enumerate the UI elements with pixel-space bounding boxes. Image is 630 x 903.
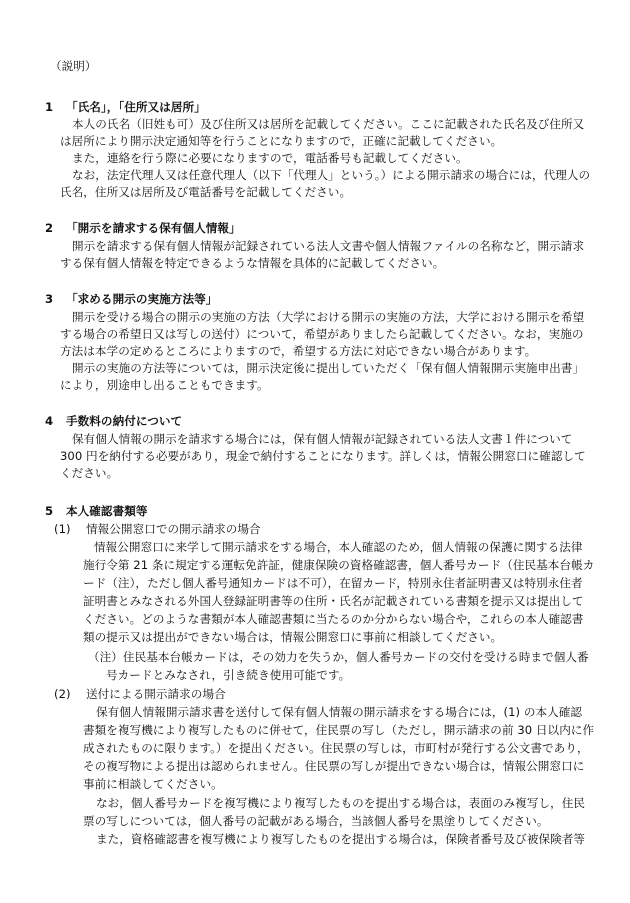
section-2-line: する保有個人情報を特定できるような情報を具体的に記載してください。 (60, 256, 445, 270)
subsection-2-line: 保有個人情報開示請求書を送付して保有個人情報の開示請求をする場合には，(1) の本人確認 (96, 705, 583, 719)
section-1-line: 本人の氏名（旧姓も可）及び住所又は居所を記載してください。ここに記載された氏名及び住所又 (72, 117, 585, 131)
subsection-1-line: 証明書とみなされる外国人登録証明書等の住所・氏名が記載されている書類を提示又は提出して (83, 594, 584, 608)
subsection-2-line: 票の写しについては，個人番号の記載がある場合，当該個人番号を黒塗りしてください。 (83, 814, 549, 828)
subsection-2-heading: 送付による開示請求の場合 (86, 687, 226, 701)
section-5-heading: 本人確認書類等 (66, 504, 148, 518)
section-3-line: 開示の実施の方法等については，開示決定後に提出していただく「保有個人情報開示実施申出書」 (72, 361, 585, 375)
section-4-heading: 手数料の納付について (66, 414, 183, 428)
subsection-1-number: (1) (54, 522, 71, 536)
subsection-1-line: 類の提示又は提出ができない場合は，情報公開窓口に事前に相談してください。 (83, 630, 503, 644)
subsection-1-note: （注）住民基本台帳カードは，その効力を失うか，個人番号カードの交付を受ける時まで個人番 (88, 650, 589, 664)
section-3-line: 方法は本学の定めるところによりますので，希望する方法に対応できない場合があります。 (60, 344, 537, 358)
subsection-1-heading: 情報公開窓口での開示請求の場合 (86, 522, 261, 536)
section-4-line: ください。 (60, 466, 119, 480)
subsection-2-number: (2) (54, 687, 71, 701)
subsection-1-line: ください。どのような書類が本人確認書類に当たるのか分からない場合や，これらの本人確認書 (83, 612, 584, 626)
section-2-heading: 「開示を請求する保有個人情報」 (66, 221, 241, 235)
section-3-line: により，別途申し出ることもできます。 (60, 378, 269, 392)
subsection-1-line: ード（注），ただし個人番号通知カードは不可），在留カード，特別永住者証明書又は特別永住者 (83, 576, 583, 590)
subsection-2-line: 書類を複写機により複写したものに併せて，住民票の写し（ただし，開示請求の前 30 日以内に作 (83, 723, 595, 737)
section-1-line: 氏名，住所又は居所及び電話番号を記載してください。 (60, 185, 352, 199)
section-1-number: 1 (45, 100, 54, 114)
section-1-heading: 「氏名」，「住所又は居所」 (66, 100, 206, 114)
section-1-line: は居所により開示決定通知等を行うことになりますので，正確に記載してください。 (60, 134, 503, 148)
section-3-heading: 「求める開示の実施方法等」 (66, 292, 218, 306)
section-1-line: なお，法定代理人又は任意代理人（以下「代理人」という。）による開示請求の場合には，代理人の (72, 168, 591, 182)
subsection-1-note: 号カードとみなされ，引き続き使用可能です。 (106, 668, 351, 682)
subsection-2-line: なお，個人番号カードを複写機により複写したものを提出する場合は，表面のみ複写し，住民 (96, 796, 586, 810)
doc-title: （説明） (50, 59, 97, 73)
section-1-line: また，連絡を行う際に必要になりますので，電話番号も記載してください。 (72, 151, 468, 165)
section-2-line: 開示を請求する保有個人情報が記録されている法人文書や個人情報ファイルの名称など，開示請求 (72, 239, 585, 253)
section-3-number: 3 (45, 292, 54, 306)
section-4-line: 300 円を納付する必要があり，現金で納付することになります。詳しくは，情報公開窓口に確認して (60, 449, 586, 463)
subsection-2-line: 成されたものに限ります。）を提出ください。住民票の写しは，市町村が発行する公文書であり， (83, 741, 589, 755)
section-3-line: 開示を受ける場合の開示の実施の方法（大学における開示の実施の方法，大学における開示を希望 (72, 310, 585, 324)
section-3-line: する場合の希望日又は写しの送付）について，希望がありましたら記載してください。なお，実施の (60, 327, 584, 341)
subsection-1-line: 施行令第 21 条に規定する運転免許証，健康保険の資格確認書，個人番号カード（住民基本台帳カ (83, 558, 595, 572)
subsection-2-line: また，資格確認書を複写機により複写したものを提出する場合は，保険者番号及び被保険者等 (96, 832, 586, 846)
subsection-2-line: その複写物による提出は認められません。住民票の写しが提出できない場合は，情報公開窓口に (83, 759, 585, 773)
section-4-number: 4 (45, 414, 54, 428)
section-2-number: 2 (45, 221, 54, 235)
subsection-2-line: 事前に相談してください。 (83, 777, 223, 791)
section-4-line: 保有個人情報の開示を請求する場合には，保有個人情報が記録されている法人文書１件について (72, 432, 573, 446)
subsection-1-line: 情報公開窓口に来学して開示請求をする場合，本人確認のため，個人情報の保護に関する法律 (94, 540, 583, 554)
section-5-number: 5 (45, 504, 54, 518)
